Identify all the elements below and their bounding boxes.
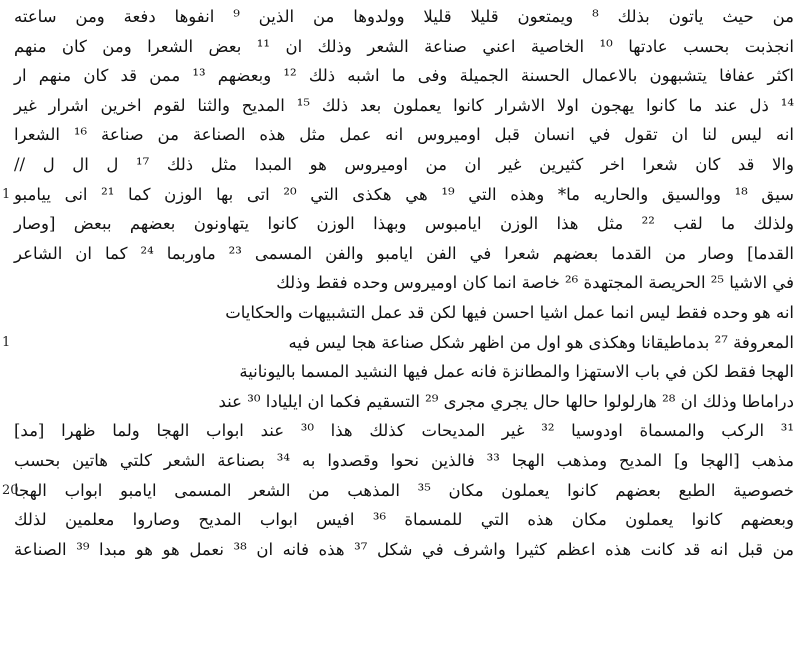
margin-line-number: 1: [2, 334, 11, 350]
text-line-15: ³¹ الركب والمسماة اودوسيا ³² غير المديحات كذلك هذا ³⁰ عند ابواب الهجا ولما ظهرا [مد]: [14, 421, 794, 441]
text-line-3: اكثر عفافا يتشبهون بالاعمال الحسنة الجميلة وفى ما اشبه ذلك ¹² وبعضهم ¹³ ممن قد كان منهم ار: [14, 66, 795, 86]
text-line-17: 20 خصوصية الطبع بعضهم كانوا يعملون مكان ³⁵ المذهب من الشعر المسمى ايامبو ابواب الهجا: [14, 476, 794, 506]
text-line-14: دراماطا وذلك ان ²⁸ هارلولوا حالها حال يجري مجرى ²⁹ التسقيم فكما ان ايليادا ³⁰ عند: [218, 391, 794, 411]
text-line-16: مذهب [الهجا و] المديح ومذهب الهجا ³³ فالذين نحوا وقصدوا به ³⁴ بصناعة الشعر كلتي هاتين بحسب: [14, 450, 794, 470]
text-line-7: 1 سيق ¹⁸ ووالسيق والحاريه ما* وهذه التي ¹⁹ هي هكذى التي ²⁰ اتى بها الوزن كما ²¹ انى ييامبو: [14, 180, 794, 210]
text-line-6: والا قد كان شعرا اخر كثيرين غير ان من اوميروس هو المبدا مثل ذلك ¹⁷ ل ال ل //: [14, 154, 794, 174]
text-line-13: الهجا فقط لكن في باب الاستهزا والمطانزة فانه عمل فيها النشيد المسما باليونانية: [239, 362, 794, 382]
margin-line-number: 1: [2, 186, 11, 202]
text-line-18: وبعضهم كانوا يعملون مكان هذه التي للمسماة ³⁶ افيس ابواب المديح وصاروا معلمين لذلك: [14, 510, 794, 530]
text-line-11: انه هو وحده فقط ليس انما عمل اشيا احسن فيها لكن قد عمل التشبيهات والحكايات: [225, 302, 794, 322]
text-line-12: 1 المعروفة ²⁷ بدماطيقانا وهكذى هو اول من اظهر شكل صناعة هجا ليس فيه: [14, 328, 794, 358]
text-line-19: من قبل انه قد كانت هذه اعظم كثيرا واشرف في شكل ³⁷ هذه فانه ان ³⁸ نعمل هو هو مبدا ³⁹ الصناعة: [14, 539, 794, 559]
text-line-4: ¹⁴ ذل عند ما كانوا يهجون اولا الاشرار كانوا يعملون بعد ذلك ¹⁵ المديح والثنا لقوم اخرين اشرار غير: [14, 95, 794, 115]
text-line-2: انجذبت بحسب عادتها ¹⁰ الخاصية اعني صناعة الشعر وذلك ان ¹¹ بعض الشعرا ومن كان منهم: [14, 36, 794, 56]
text-line-8: ولذلك ما لقب ²² مثل هذا الوزن ايامبوس وبهذا الوزن كانوا يتهاونون بعضهم ببعض [وصار: [14, 214, 795, 234]
text-line-10: في الاشيا ²⁵ الحريصة المجتهدة ²⁶ خاصة انما كان اوميروس وحده فقط وذلك: [276, 273, 794, 293]
text-line-1: من حيث ياتون بذلك ⁸ ويمتعون قليلا قليلا وولدوها من الذين ⁹ انفوها دفعة ومن ساعته: [14, 7, 794, 26]
margin-line-number: 20: [2, 482, 19, 498]
text-line-9: القدما] وصار من القدما بعضهم شعرا في الفن ايامبو والفن المسمى ²³ ماوربما ²⁴ كما ان الشاعر: [14, 243, 795, 263]
text-line-5: انه ليس لنا ان تقول في انسان قبل اوميروس انه عمل مثل هذه الصناعة من صناعة ¹⁶ الشعرا: [14, 125, 794, 145]
